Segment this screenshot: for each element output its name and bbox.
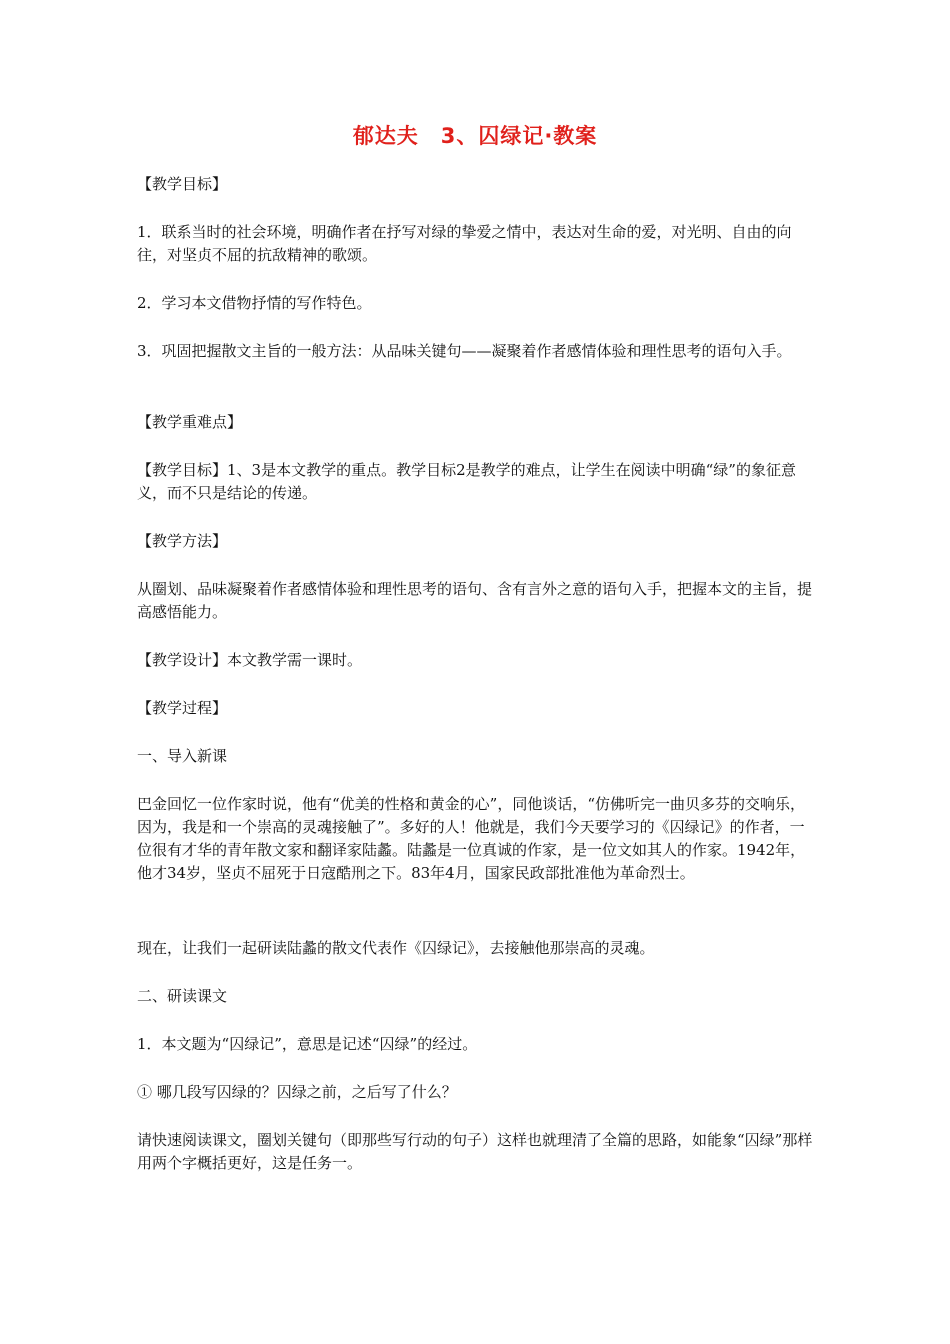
introduction-text: 巴金回忆一位作家时说，他有“优美的性格和黄金的心”，同他谈话，“仿佛听完一曲贝多芬的交响乐，因为，我是和一个崇高的灵魂接触了”。多好的人！他就是，我们今天要学习的《囚绿记》的作者，一位很有才华的青年散文家和翻译家陆蠡。陆蠡是一位真诚的作家，是一位文如其人的作家。1942年，他才34岁，坚贞不屈死于日寇酷刑之下。83年4月，国家民政部批准他为革命烈士。 — [137, 795, 806, 882]
heading-teaching-goals: 【教学目标】 — [137, 175, 228, 193]
teaching-method-text: 从圈划、品味凝聚着作者感情体验和理性思考的语句、含有言外之意的语句入手，把握本文的主旨，提高感悟能力。 — [137, 580, 813, 621]
goal-2: 2．学习本文借物抒情的写作特色。 — [137, 294, 372, 312]
introduction-closing: 现在，让我们一起研读陆蠡的散文代表作《囚绿记》，去接触他那崇高的灵魂。 — [137, 939, 655, 957]
teaching-design: 【教学设计】本文教学需一课时。 — [137, 651, 363, 669]
heading-teaching-process: 【教学过程】 — [137, 699, 228, 717]
study-question-1: ① 哪几段写囚绿的？囚绿之前，之后写了什么？ — [137, 1083, 457, 1101]
section-study-text: 二、研读课文 — [137, 987, 228, 1005]
goal-1: 1．联系当时的社会环境，明确作者在抒写对绿的挚爱之情中，表达对生命的爱，对光明、自由的向往，对坚贞不屈的抗敌精神的歌颂。 — [137, 223, 792, 264]
heading-key-difficulties: 【教学重难点】 — [137, 413, 243, 431]
section-introduction: 一、导入新课 — [137, 747, 228, 765]
study-task-1: 请快速阅读课文，圈划关键句（即那些写行动的句子）这样也就理清了全篇的思路，如能象“囚绿”那样用两个字概括更好，这是任务一。 — [137, 1131, 813, 1172]
study-item-1: 1．本文题为“囚绿记”，意思是记述“囚绿”的经过。 — [137, 1035, 478, 1053]
goal-3: 3．巩固把握散文主旨的一般方法：从品味关键句——凝聚着作者感情体验和理性思考的语句入手。 — [137, 342, 792, 360]
key-difficulties-text: 【教学目标】1、3是本文教学的重点。教学目标2是教学的难点，让学生在阅读中明确“绿”的象征意义，而不只是结论的传递。 — [137, 461, 796, 502]
document-title: 郁达夫 3、囚绿记·教案 — [352, 124, 598, 148]
heading-teaching-method: 【教学方法】 — [137, 532, 228, 550]
